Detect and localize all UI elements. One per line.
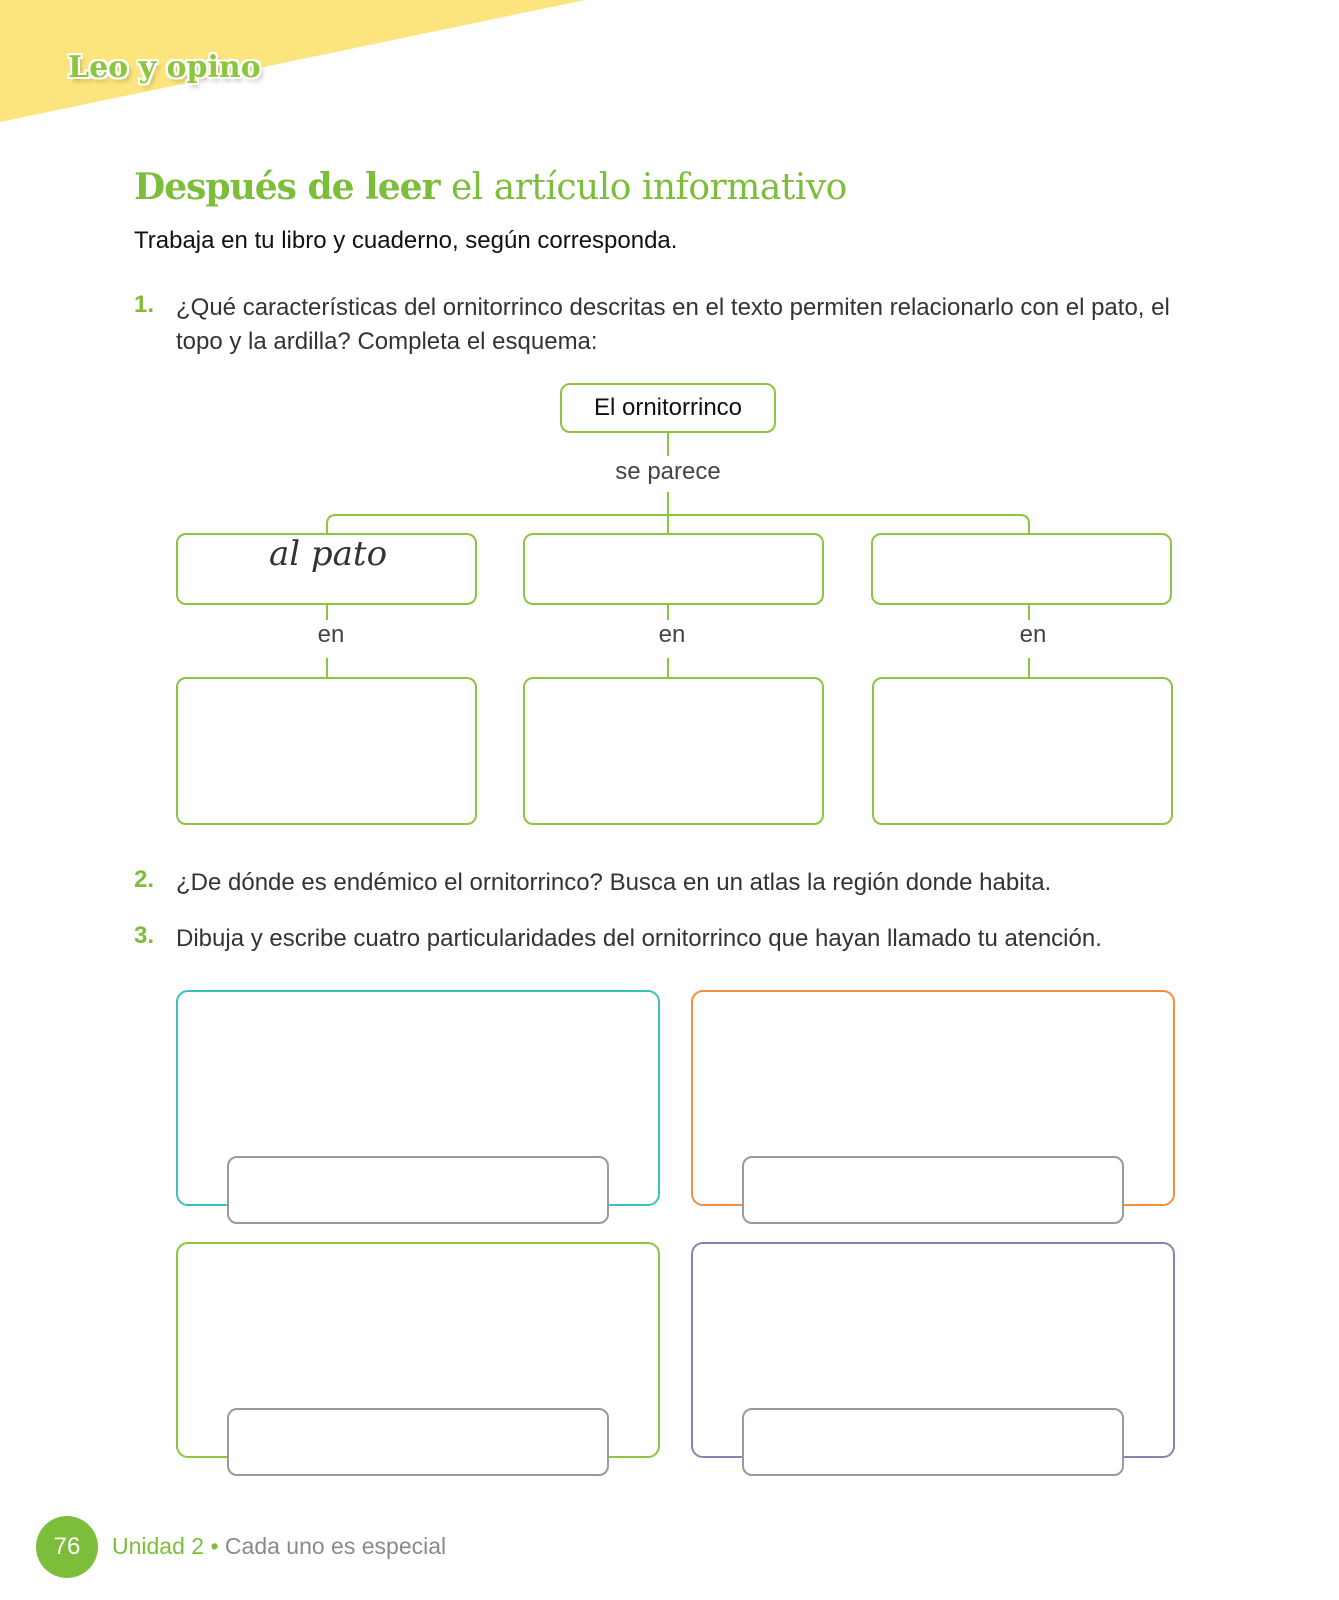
scheme-detail-box-2[interactable]	[523, 677, 824, 825]
instruction-text: Trabaja en tu libro y cuaderno, según corresponda.	[134, 227, 678, 254]
footer-bullet: •	[210, 1533, 219, 1559]
caption-box-2[interactable]	[742, 1156, 1124, 1224]
scheme-root-box: El ornitorrinco	[560, 383, 776, 433]
question-1-text: ¿Qué características del ornitorrinco descritas en el texto permiten relacionarlo con el pato, el topo y la ardilla? Completa el esquema:	[176, 294, 1170, 355]
handwritten-example: al pato	[268, 534, 388, 574]
footer-unit-title: Cada uno es especial	[224, 1533, 447, 1559]
question-2-number: 2.	[134, 866, 155, 893]
scheme-detail-box-3[interactable]	[872, 677, 1173, 825]
connector-en-1: en	[300, 621, 362, 649]
question-2-text: ¿De dónde es endémico el ornitorrinco? Busca en un atlas la región donde habita.	[176, 869, 1052, 896]
caption-box-1[interactable]	[227, 1156, 609, 1224]
question-1-number: 1.	[134, 291, 155, 318]
page-title-strong: Después de leer	[134, 166, 440, 208]
caption-box-4[interactable]	[742, 1408, 1124, 1476]
scheme-answer-box-2[interactable]	[523, 533, 824, 605]
section-tab: Leo y opino	[68, 50, 261, 85]
page-title-light: el artículo informativo	[450, 167, 847, 208]
scheme-detail-box-1[interactable]	[176, 677, 477, 825]
footer-unit-label: Unidad 2	[112, 1533, 205, 1559]
connector-en-3: en	[1002, 621, 1064, 649]
question-3-text: Dibuja y escribe cuatro particularidades del ornitorrinco que hayan llamado tu atención.	[176, 925, 1102, 952]
footer-unit	[112, 1533, 446, 1560]
page-number-badge: 76	[36, 1516, 98, 1578]
scheme-answer-box-3[interactable]	[871, 533, 1172, 605]
question-3-number: 3.	[134, 922, 155, 949]
connector-en-2: en	[641, 621, 703, 649]
caption-box-3[interactable]	[227, 1408, 609, 1476]
scheme-relation-label: se parece	[609, 458, 727, 486]
